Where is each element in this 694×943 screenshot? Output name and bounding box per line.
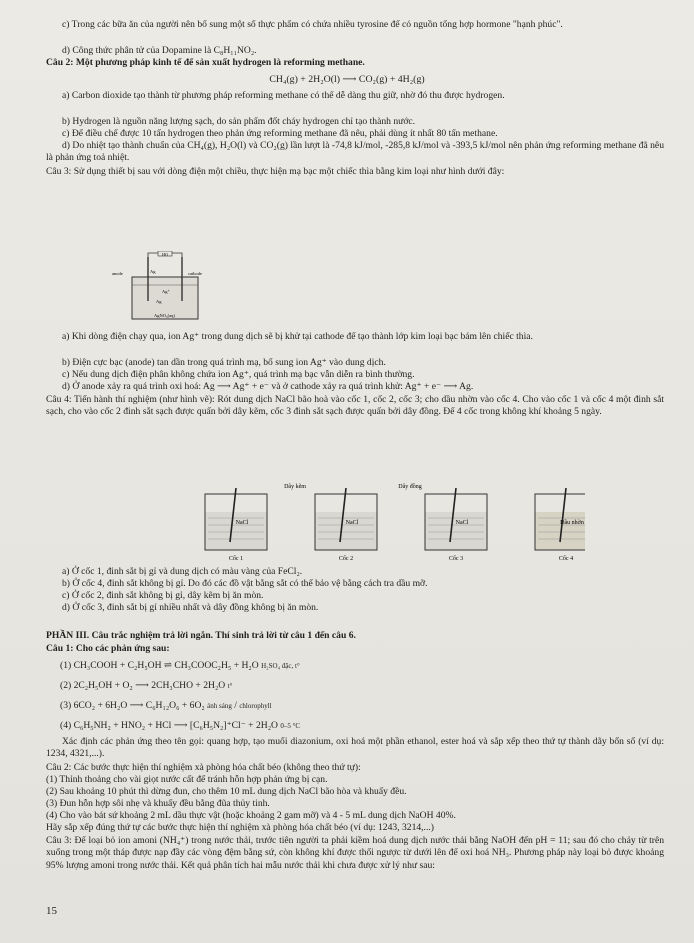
corrosion-beakers-diagram: [165, 482, 585, 566]
reaction-3-condition-top: ánh sáng: [207, 702, 232, 710]
beaker-liquid-label: NaCl: [235, 520, 249, 526]
beaker-liquid: [205, 512, 267, 550]
p3-q2-step-2: (2) Sau khoảng 10 phút thì dừng đun, cho thêm 10 mL dung dịch NaCl bão hòa và khuấy đều.: [46, 786, 407, 797]
p3-q2-task: Hãy sắp xếp đúng thứ tự các bước thực hiện thí nghiệm xà phòng hóa chất béo (ví dụ: 1243, 3214,...): [46, 822, 434, 833]
beaker-liquid: [535, 512, 585, 550]
p3-q1-stem-text: Câu 1: Cho các phản ứng sau:: [46, 643, 170, 654]
reaction-1-condition: H₂SO₄ đặc, t°: [261, 662, 300, 670]
q1-option-c: c) Trong các bữa ăn của người nên bổ sung một số thực phẩm có chứa nhiều tyrosine để có nguồn tổng hợp hormone "hạnh phúc".: [62, 19, 563, 30]
p3-q2-step-1: (1) Thỉnh thoảng cho vài giọt nước cất để tránh hỗn hợp phản ứng bị cạn.: [46, 774, 328, 785]
p3-q2-step-4: (4) Cho vào bát sứ khoảng 2 mL dầu thực vật (hoặc khoảng 2 gam mỡ) và 4 - 5 mL dung dịch NaOH 40%.: [46, 810, 456, 821]
q4-option-a: a) Ở cốc 1, đinh sắt bị gỉ và dung dịch có màu vàng của FeCl₂.: [62, 566, 303, 577]
beaker-liquid: [315, 512, 377, 550]
label-cathode: cathode: [188, 271, 202, 276]
label-ag-electrode: Ag: [150, 269, 156, 274]
q3-option-b: b) Điện cực bạc (anode) tan dần trong quá trình mạ, bổ sung ion Ag⁺ vào dung dịch.: [62, 357, 386, 368]
reaction-2-condition: t°: [227, 682, 233, 690]
q1-option-d: d) Công thức phân tử của Dopamine là C₈H₁₁NO₂.: [62, 45, 257, 56]
q3-stem: Câu 3: Sử dụng thiết bị sau với dòng điện một chiều, thực hiện mạ bạc một chiếc thìa bằng kim loại như hình dưới đây:: [46, 166, 505, 177]
reaction-2: [60, 680, 232, 692]
beaker-liquid-label: NaCl: [345, 520, 359, 526]
q4-option-b: b) Ở cốc 4, đinh sắt không bị gỉ. Do đó các đồ vật bằng sắt có thể bảo vệ bằng cách tra dầu mỡ.: [62, 578, 428, 589]
part3-heading: [46, 630, 664, 642]
page-number: 15: [46, 905, 57, 917]
q2-stem: [46, 57, 664, 69]
label-copper-wire: Dây đồng: [398, 484, 422, 490]
q3-option-d: d) Ở anode xảy ra quá trình oxi hoá: Ag ⟶ Ag⁺ + e⁻ và ở cathode xảy ra quá trình khử: Ag⁺ + e⁻ ⟶ Ag.: [62, 381, 474, 392]
reaction-4: [60, 720, 300, 732]
label-anode: anode: [112, 271, 123, 276]
p3-q1-stem: [46, 643, 664, 655]
beaker-caption: Cốc 3: [448, 556, 464, 562]
q3-option-a: a) Khi dòng điện chạy qua, ion Ag⁺ trong dung dịch sẽ bị khử tại cathode để tạo thành lớp kim loại bạc bám lên chiếc thìa.: [62, 331, 533, 342]
p3-q2-stem: Câu 2: Các bước thực hiện thí nghiệm xà phòng hóa chất béo (không theo thứ tự):: [46, 762, 361, 773]
label-ho: HO: [162, 252, 168, 257]
p3-q3-stem: Câu 3: Để loại bỏ ion amoni (NH₄⁺) trong nước thải, trước tiên người ta phải kiềm hoá dung dịch nước thải bằng NaOH đến pH = 11; sau đó cho chảy từ trên xuống trong một tháp được nạp đầy các vòng đệm bằng sứ, còn không khí được thổi ngược từ dưới lên để oxi hoá NH₃. Phương pháp này loại bỏ được khoảng 95% lượng amoni trong nước thải. Kết quả phân tích hai mẫu nước thải khi chưa được xử lý như sau:: [46, 835, 664, 871]
electroplating-diagram: [110, 251, 220, 323]
q2-option-d: d) Do nhiệt tạo thành chuẩn của CH₄(g), H₂O(l) và CO₂(g) lần lượt là -74,8 kJ/mol, -285,8 kJ/mol và -393,5 kJ/mol nên phản ứng reforming methane đã nêu là phản ứng toả nhiệt.: [46, 140, 664, 164]
label-agno3: AgNO₃(aq): [154, 313, 175, 318]
beaker-caption: Cốc 1: [228, 556, 244, 562]
reaction-2-text: (2) 2C₂H₅OH + O₂ ⟶ 2CH₃CHO + 2H₂O: [60, 680, 226, 691]
p3-q1-task: Xác định các phản ứng theo tên gọi: quang hợp, tạo muối diazonium, oxi hoá một phần ethanol, ester hoá và sắp xếp theo thứ tự thành dãy bốn số (ví dụ: 1234, 4321,...).: [46, 736, 664, 760]
q3-option-c: c) Nếu dung dịch điện phân không chứa ion Ag⁺, quá trình mạ bạc vẫn diễn ra bình thường.: [62, 369, 415, 380]
reaction-3-text: (3) 6CO₂ + 6H₂O ⟶ C₆H₁₂O₆ + 6O₂: [60, 700, 205, 711]
q2-equation: CH₄(g) + 2H₂O(l) ⟶ CO₂(g) + 4H₂(g): [269, 74, 425, 85]
reaction-3: (3) 6CO₂ + 6H₂O ⟶ C₆H₁₂O₆ + 6O₂ ánh sáng / chlorophyll: [60, 700, 272, 711]
q2-option-b: b) Hydrogen là nguồn năng lượng sạch, do sản phẩm đốt cháy hydrogen chỉ tạo thành nước.: [62, 116, 416, 127]
beaker-liquid: [425, 512, 487, 550]
q2-option-a: a) Carbon dioxide tạo thành từ phương pháp reforming methane có thể dễ dàng thu giữ, nhờ đó thu được hydrogen.: [62, 90, 505, 101]
q4-option-c: c) Ở cốc 2, đinh sắt không bị gỉ, dây kẽm bị ăn mòn.: [62, 590, 264, 601]
reaction-4-condition: 0–5 °C: [280, 722, 301, 730]
p3-q2-step-3: (3) Đun hỗn hợp sôi nhẹ và khuấy đều bằng đũa thủy tinh.: [46, 798, 270, 809]
q4-option-d: d) Ở cốc 3, đinh sắt bị gỉ nhiều nhất và dây đồng không bị ăn mòn.: [62, 602, 319, 613]
beaker-liquid-label: NaCl: [455, 520, 469, 526]
reaction-1-text: (1) CH₃COOH + C₂H₅OH ⇌ CH₃COOC₂H₅ + H₂O: [60, 660, 259, 671]
q2-option-c: c) Để điều chế được 10 tấn hydrogen theo phản ứng reforming methane đã nêu, phải dùng ít nhất 80 tấn methane.: [62, 128, 498, 139]
part3-heading-text: PHẦN III. Câu trắc nghiệm trả lời ngắn. Thí sinh trả lời từ câu 1 đến câu 6.: [46, 630, 356, 641]
beaker-caption: Cốc 4: [558, 556, 574, 562]
q2-stem-text: Câu 2: Một phương pháp kinh tế để sản xuất hydrogen là reforming methane.: [46, 57, 365, 68]
reaction-3-condition-bottom: chlorophyll: [239, 702, 272, 710]
beaker-liquid-label: Dầu nhờn: [560, 520, 584, 526]
beakers-group: [205, 488, 585, 562]
reaction-1: [60, 660, 300, 672]
label-zinc-wire: Dây kẽm: [284, 484, 306, 490]
label-ag-metal: Ag: [156, 299, 162, 304]
reaction-4-text: (4) C₆H₅NH₂ + HNO₂ + HCl ⟶ [C₆H₅N₂]⁺Cl⁻ + 2H₂O: [60, 720, 278, 731]
beaker-caption: Cốc 2: [338, 556, 354, 562]
q4-stem: Câu 4: Tiến hành thí nghiệm (như hình vẽ): Rót dung dịch NaCl bão hoà vào cốc 1, cốc 2, cốc 3; cho dầu nhờn vào cốc 4. Cho vào cốc 1 và cốc 4 một đinh sắt sạch, cho vào cốc 2 đinh sắt sạch được quấn bởi dây kẽm, cốc 3 đinh sắt sạch được quấn bởi dây đồng. Để 4 cốc trong không khí khoảng 5 ngày.: [46, 394, 664, 418]
label-ag-ion: Ag⁺: [162, 289, 170, 294]
